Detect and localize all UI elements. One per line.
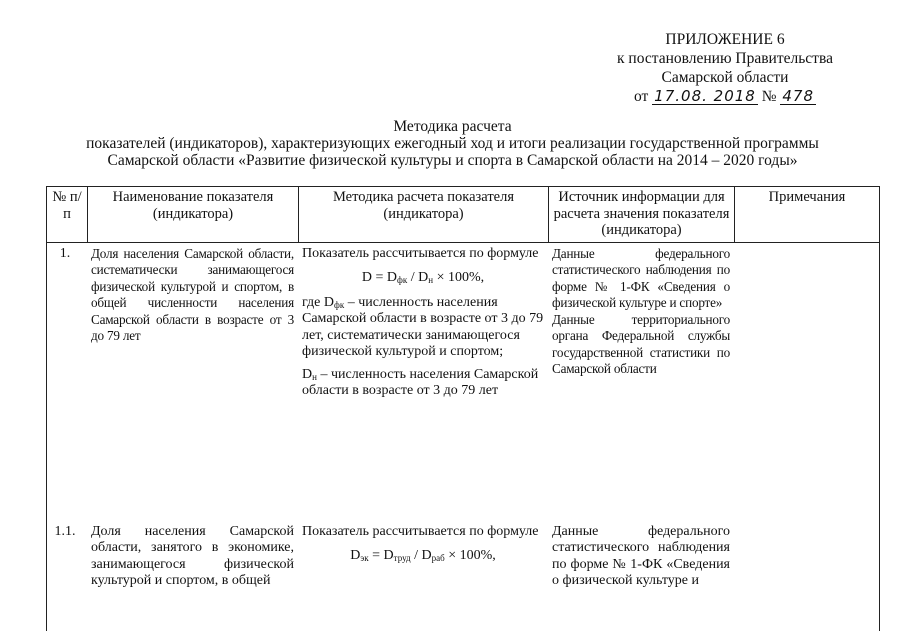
appendix-title: ПРИЛОЖЕНИЕ 6 — [665, 31, 785, 48]
formula: $D_{эк} = D_{труд} / D_{раб} \times 100\%$, — [350, 548, 496, 563]
notes-cell — [734, 521, 879, 631]
handwritten-date: 17.08. 2018 — [654, 87, 756, 105]
appendix-decree: к постановлению Правительства — [617, 50, 833, 67]
method-intro: Показатель рассчитывается по формуле — [302, 245, 539, 261]
handwritten-number: 478 — [782, 87, 815, 105]
notes-cell — [734, 243, 879, 521]
header-source: Источник информации для расчета значения показателя (индикатора) — [548, 187, 734, 242]
header-num: № п/п — [52, 189, 82, 222]
row-number: 1. — [59, 245, 71, 261]
information-source — [548, 243, 734, 521]
table-row — [47, 243, 879, 521]
indicator-name: Доля населения Самарской области, систематически занимающегося физической культурой и спортом, в общей численности населения Самарской области в возрасте от 3 до 79 лет — [91, 245, 294, 343]
title-line-2: показателей (индикаторов), характеризующих ежегодный ход и итоги реализации государственной программы — [86, 135, 819, 152]
number-prefix: № — [761, 88, 777, 105]
information-source — [548, 521, 734, 631]
definition-2: $D_н$ – численность населения Самарской области в возрасте от 3 до 79 лет — [302, 366, 539, 398]
appendix-region: Самарской области — [661, 69, 789, 86]
header-name: Наименование показателя (индикатора) — [87, 187, 298, 242]
title-line-3: Самарской области «Развитие физической культуры и спорта в Самарской области на 2014 – 2020 годы» — [107, 152, 798, 169]
table-row — [47, 521, 879, 631]
source-1: Данные федерального статистического наблюдения по форме № 1-ФК «Сведения о физической культуре и спорте» — [552, 245, 730, 310]
method-intro: Показатель рассчитывается по формуле — [302, 523, 539, 539]
source-1: Данные федерального статистического наблюдения по форме № 1-ФК «Сведения о физической культуре и — [552, 523, 730, 588]
title-line-1: Методика расчета — [393, 118, 512, 135]
source-2: Данные территориального органа Федеральной службы государственной статистики по Самарской области — [552, 311, 730, 376]
header-notes: Примечания — [734, 187, 879, 242]
formula: $D = D_{фк} / D_н \times 100\%$, — [361, 270, 485, 285]
header-method: Методика расчета показателя (индикатора) — [298, 187, 548, 242]
appendix-date-line — [634, 87, 816, 106]
row-number: 1.1. — [54, 523, 76, 539]
calculation-method — [298, 521, 548, 631]
indicator-name: Доля населения Самарской области, занятого в экономике, занимающегося физической культурой и спортом, в общей — [91, 523, 294, 588]
definition-1: где $D_{фк}$ – численность населения Самарской области в возрасте от 3 до 79 лет, систематически занимающегося физической культурой и спортом; — [302, 294, 544, 359]
appendix-block — [560, 30, 890, 106]
document-title — [10, 118, 895, 169]
date-prefix: от — [633, 88, 649, 105]
table-header — [47, 187, 879, 243]
calculation-method — [298, 243, 548, 521]
indicators-table — [46, 186, 880, 631]
